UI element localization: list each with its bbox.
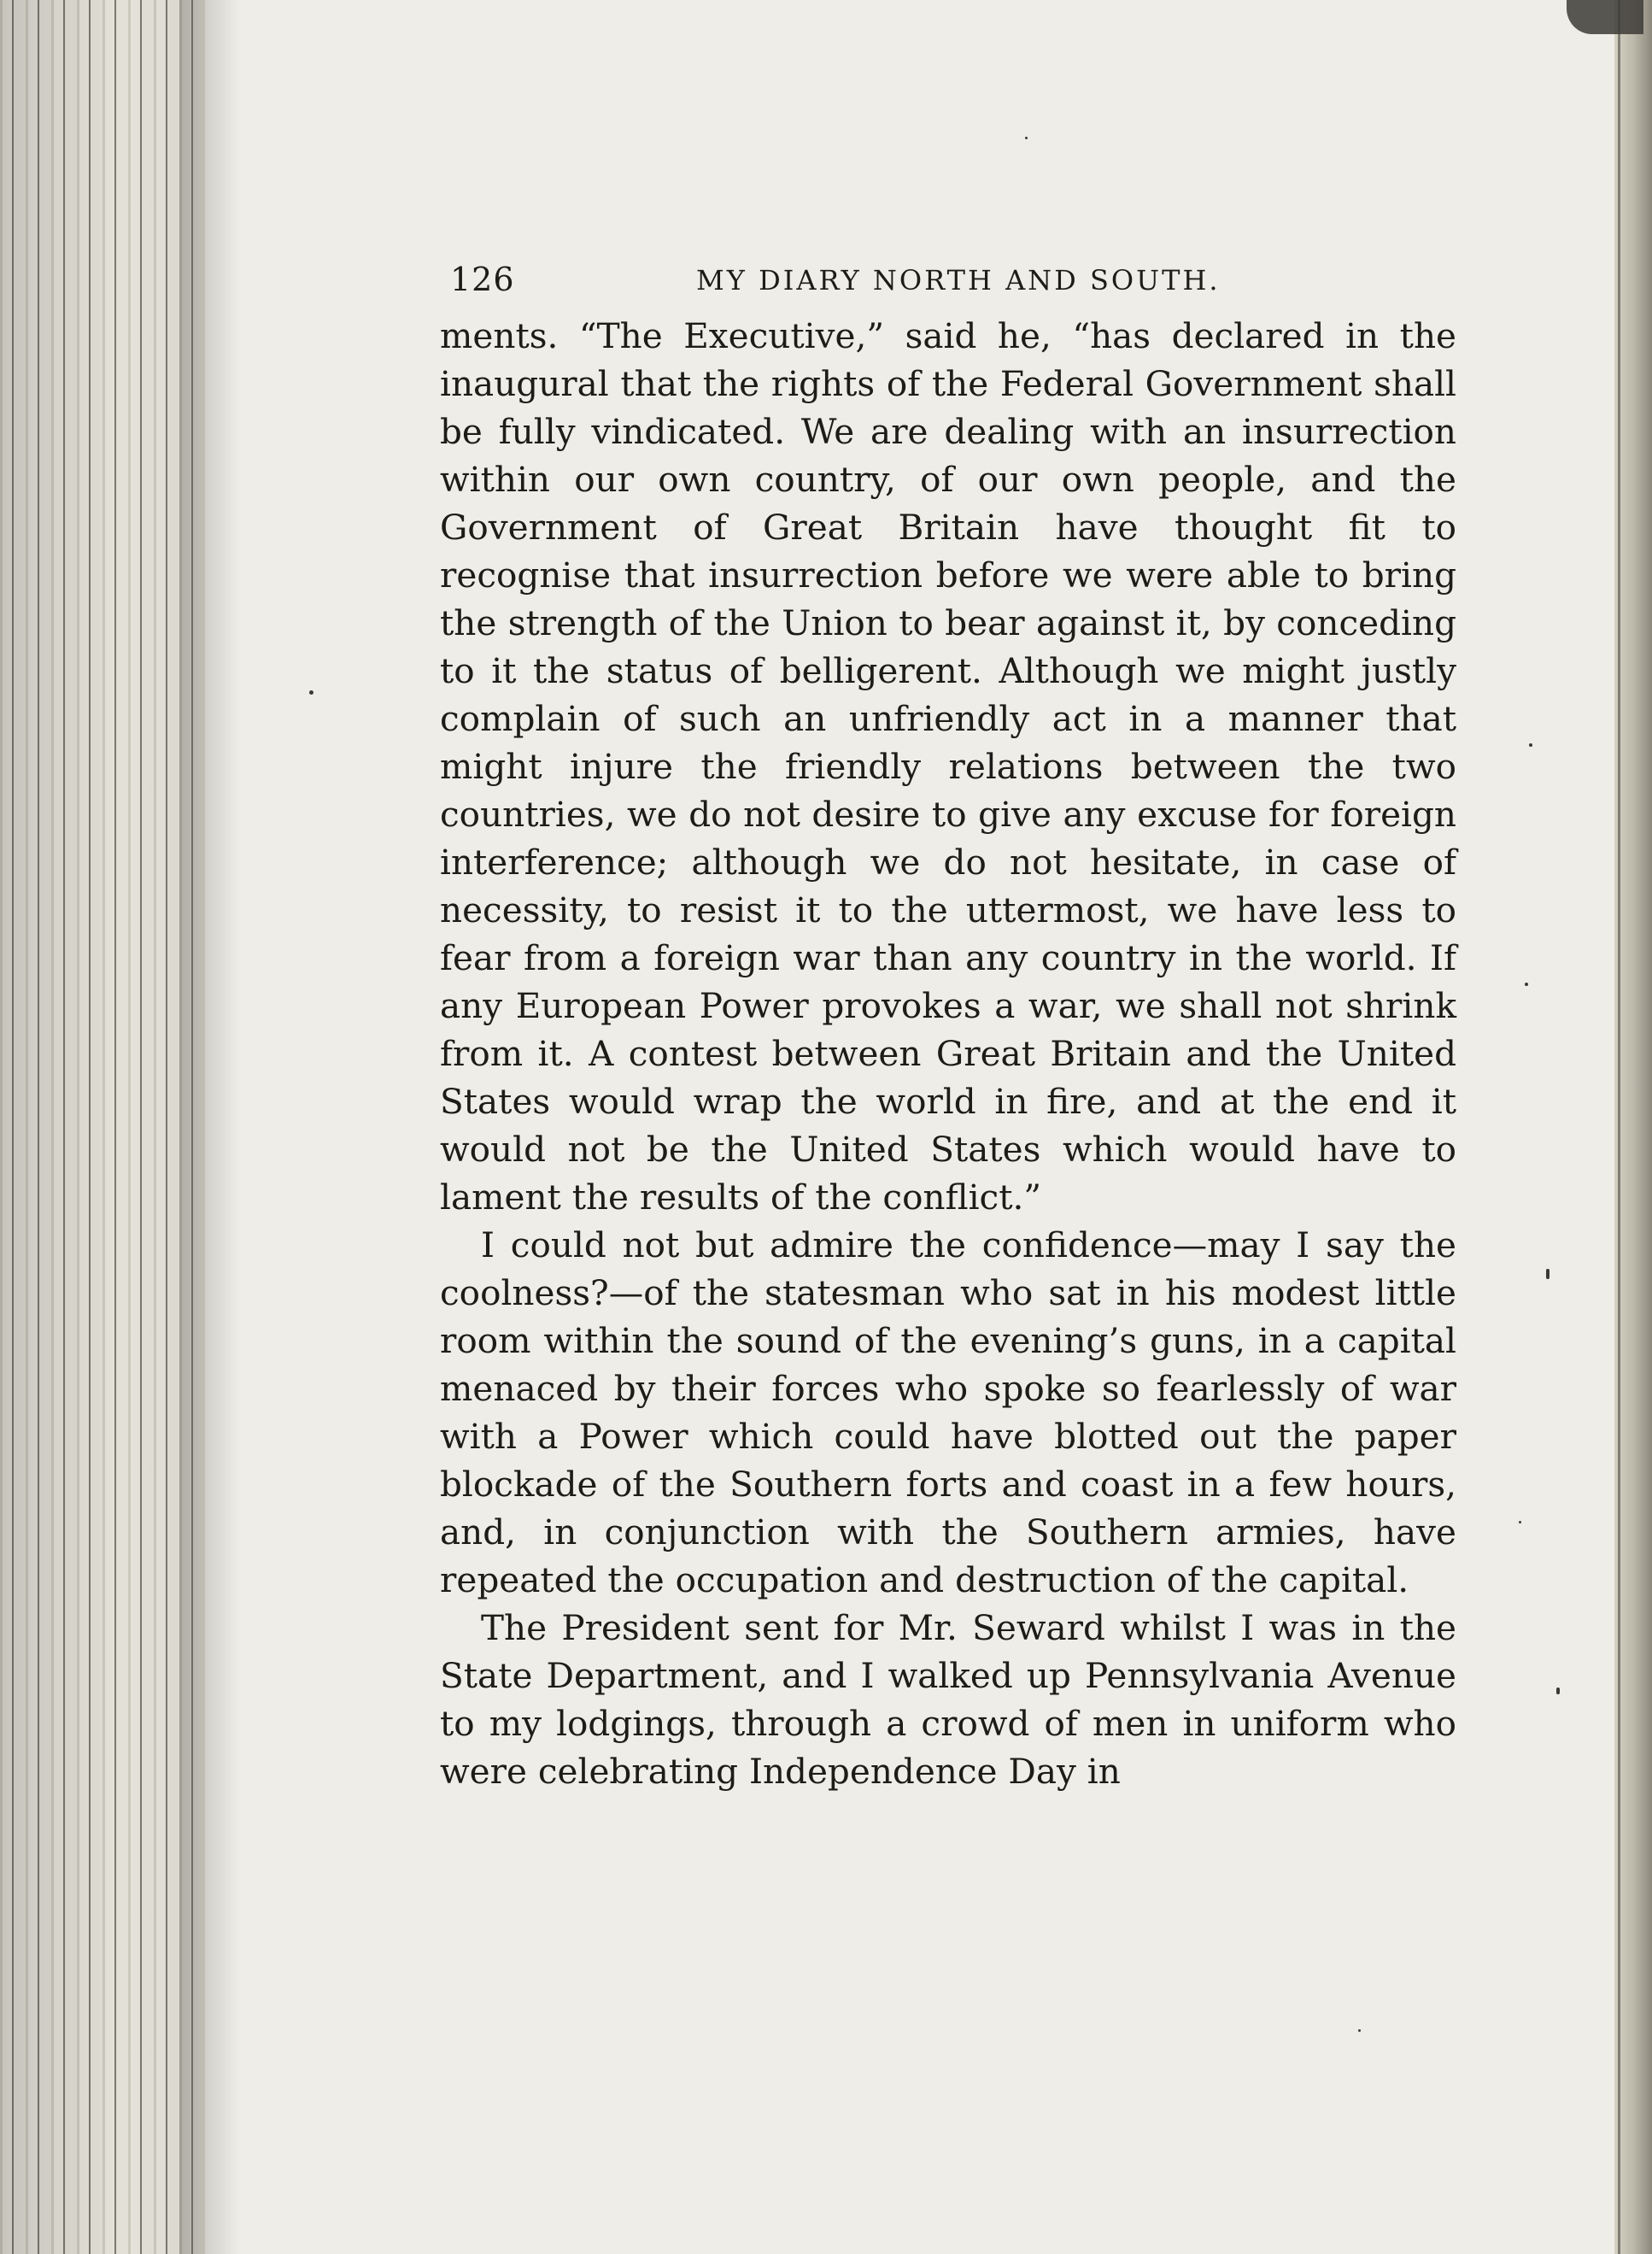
right-page-edge bbox=[1614, 0, 1652, 2254]
paragraph-3: The President sent for Mr. Seward whilst I was in the State Department, and I walked up Pennsylvania Avenue to my lodgings, through a crowd of men in uniform who were celebrating Independence Day in bbox=[440, 1607, 1456, 1792]
paper-speck bbox=[1529, 743, 1532, 747]
page-number: 126 bbox=[450, 261, 515, 298]
paper-speck bbox=[1546, 1269, 1549, 1279]
paragraph-2: I could not but admire the confidence—may I say the coolness?—of the statesman who sat in his modest little room within the sound of the evening’s guns, in a capital menaced by their forces who spoke so fearlessly of war with a Power which could have blotted out the paper blockade of the Southern forts and coast in a few hours, and, in conjunction with the Southern armies, have repeated the occupation and destruction of the capital. bbox=[440, 1224, 1456, 1600]
paper-speck bbox=[1525, 983, 1528, 986]
paragraph-1: ments. “The Executive,” said he, “has declared in the inaugural that the rights of the Federal Government shall be fully vindicated. We are dealing with an insurrection within our own country, of our own people, and the Government of Great Britain have thought fit to recognise that insurrection before we were able to bring the strength of the Union to bear against it, by conceding to it the status of belligerent. Although we might justly complain of such an unfriendly act in a manner that might injure the friendly relations between the two countries, we do not desire to give any excuse for foreign interference; although we do not hesitate, in case of necessity, to resist it to the uttermost, we have less to fear from a foreign war than any country in the world. If any European Power provokes a war, we shall not shrink from it. A contest between Great Britain and the United States would wrap the world in fire, and at the end it would not be the United States which would have to lament the results of the conflict.” bbox=[440, 315, 1456, 1218]
text-block bbox=[440, 252, 1465, 1795]
gutter-shadow bbox=[179, 0, 239, 2254]
paper-speck bbox=[1519, 1521, 1521, 1523]
running-title: MY DIARY NORTH AND SOUTH. bbox=[696, 264, 1221, 296]
paper-speck bbox=[1556, 1688, 1560, 1694]
cover-corner bbox=[1567, 0, 1643, 34]
paper-speck bbox=[309, 690, 313, 695]
page-edges-stack bbox=[0, 0, 205, 2254]
running-head bbox=[440, 252, 1465, 312]
paper-speck bbox=[1025, 137, 1028, 139]
paper-speck bbox=[1358, 2029, 1361, 2032]
